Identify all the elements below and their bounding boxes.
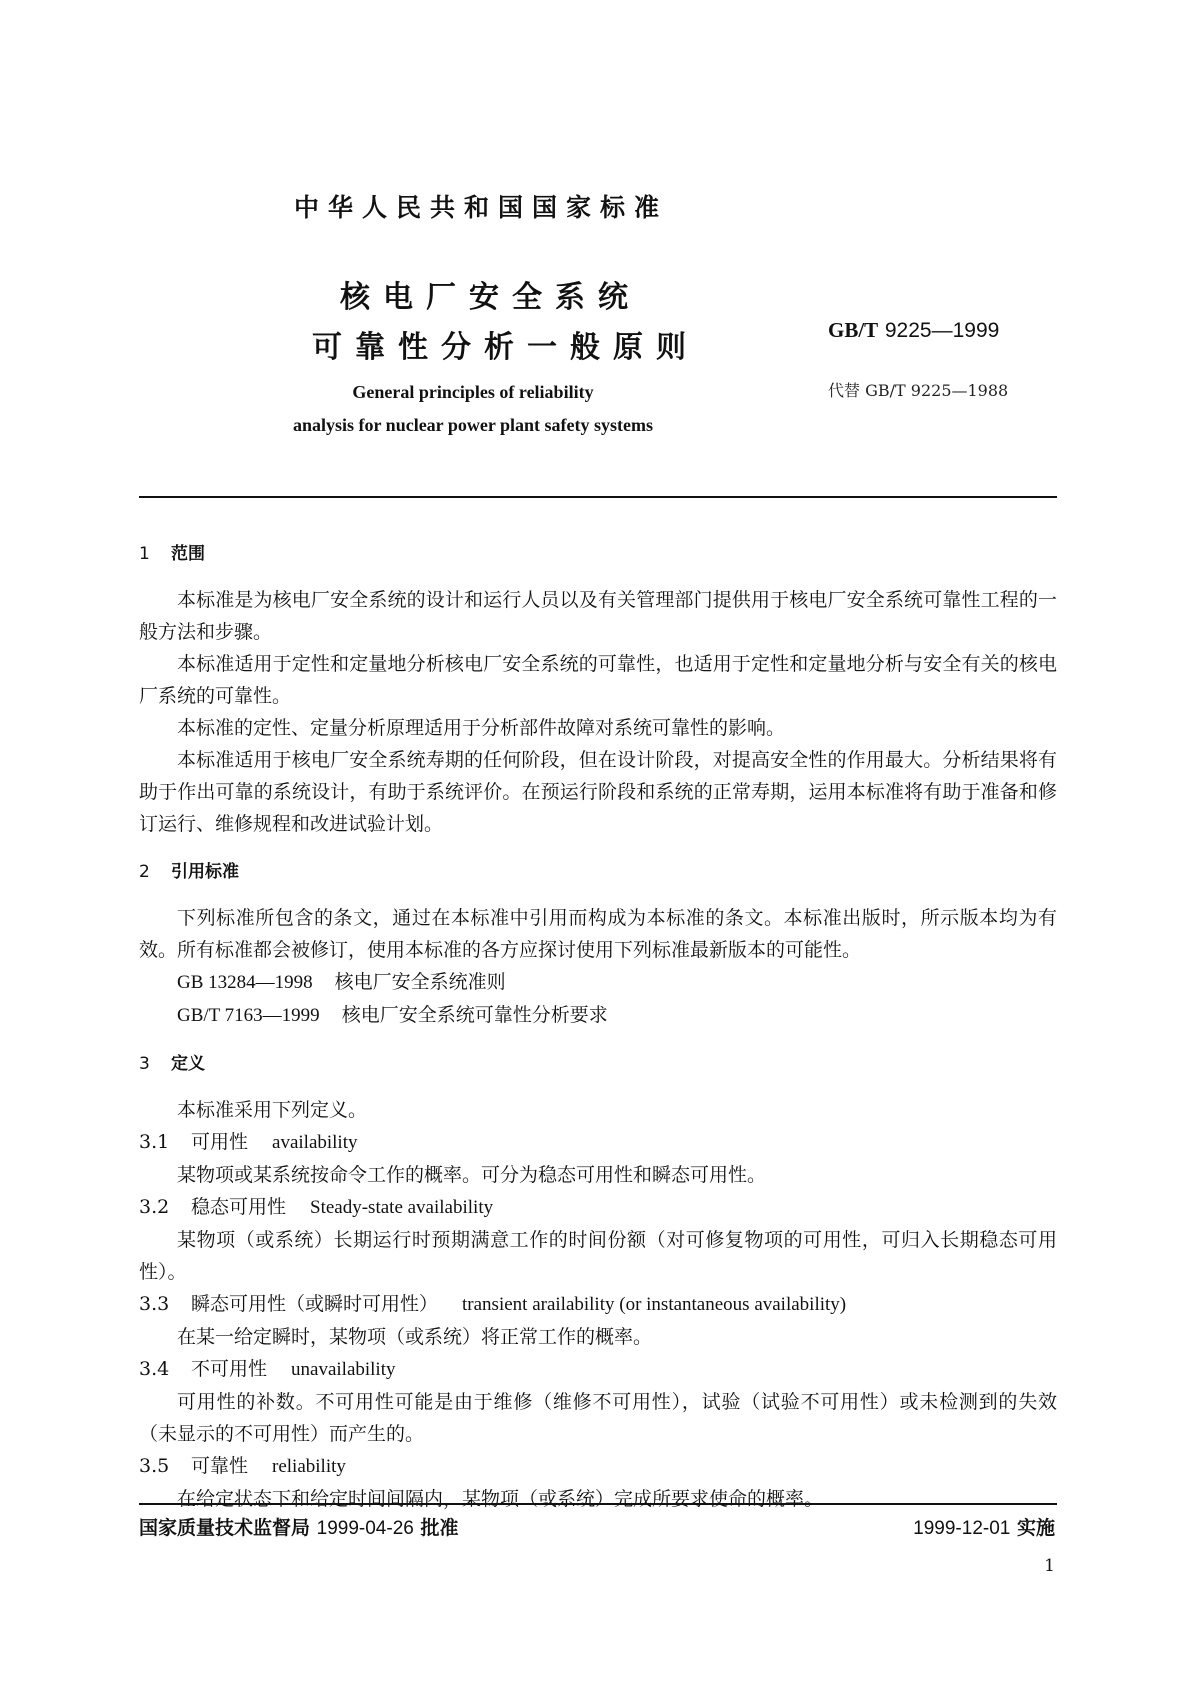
- document-body: [139, 538, 1057, 1515]
- section-heading-definitions: [139, 1048, 1057, 1080]
- term-chinese: 可靠性: [191, 1455, 249, 1477]
- term-chinese: 可用性: [191, 1131, 249, 1153]
- definitions-intro: 本标准采用下列定义。: [177, 1099, 368, 1121]
- term-number: 3.4: [139, 1358, 170, 1380]
- term-number: 3.5: [139, 1455, 170, 1477]
- term-heading: [139, 1288, 1057, 1321]
- english-title-line2: analysis for nuclear power plant safety systems: [293, 415, 653, 435]
- standard-title-line1: 核电厂安全系统: [340, 280, 641, 315]
- header-divider: [139, 496, 1057, 498]
- term-chinese: 瞬态可用性（或瞬时可用性）: [191, 1293, 439, 1315]
- term-chinese: 稳态可用性: [191, 1196, 287, 1218]
- effective-label: 实施: [1016, 1517, 1055, 1539]
- term-heading: [139, 1126, 1057, 1159]
- term-english: unavailability: [291, 1359, 396, 1380]
- reference-code: GB 13284—1998: [177, 972, 313, 993]
- term-definition: 在某一给定瞬时，某物项（或系统）将正常工作的概率。: [177, 1326, 653, 1348]
- footer-divider: [139, 1503, 1057, 1505]
- term-definition: 某物项或某系统按命令工作的概率。可分为稳态可用性和瞬态可用性。: [177, 1164, 767, 1186]
- section-number: 3: [139, 1054, 150, 1074]
- term-heading: [139, 1353, 1057, 1386]
- section-title: 引用标准: [171, 862, 239, 882]
- scope-paragraph: 本标准的定性、定量分析原理适用于分析部件故障对系统可靠性的影响。: [177, 717, 786, 739]
- term-english: Steady-state availability: [310, 1197, 494, 1218]
- references-paragraph: 下列标准所包含的条文，通过在本标准中引用而构成为本标准的条文。本标准出版时，所示版本均为有效。所有标准都会被修订，使用本标准的各方应探讨使用下列标准最新版本的可能性。: [139, 907, 1057, 961]
- effective-date: 1999-12-01: [913, 1518, 1011, 1539]
- section-heading-references: [139, 856, 1057, 888]
- national-standard-heading: 中华人民共和国国家标准: [294, 193, 669, 222]
- issuer: 国家质量技术监督局: [139, 1517, 311, 1539]
- term-english: availability: [272, 1132, 358, 1153]
- approval-info: [139, 1513, 458, 1540]
- section-title: 范围: [171, 544, 205, 564]
- reference-code: GB/T 7163—1999: [177, 1005, 320, 1026]
- section-number: 2: [139, 862, 150, 882]
- term-english: transient arailability (or instantaneous availability): [462, 1294, 847, 1315]
- reference-item: [139, 966, 1057, 999]
- replaces-note: 代替 GB/T 9225—1988: [828, 381, 1009, 400]
- section-heading-scope: [139, 538, 1057, 570]
- reference-title: 核电厂安全系统可靠性分析要求: [341, 1004, 608, 1026]
- term-definition: 可用性的补数。不可用性可能是由于维修（维修不可用性），试验（试验不可用性）或未检测到的失效（未显示的不可用性）而产生的。: [139, 1391, 1057, 1445]
- section-title: 定义: [171, 1054, 205, 1074]
- reference-item: [139, 999, 1057, 1032]
- term-definition: 在给定状态下和给定时间间隔内，某物项（或系统）完成所要求使命的概率。: [177, 1488, 824, 1510]
- approve-label: 批准: [420, 1517, 459, 1539]
- approve-date: 1999-04-26: [316, 1518, 414, 1539]
- standard-code-number: 9225—1999: [884, 319, 1000, 342]
- standard-code-prefix: GB/T: [828, 318, 879, 342]
- term-heading: [139, 1450, 1057, 1483]
- term-number: 3.2: [139, 1196, 170, 1218]
- reference-title: 核电厂安全系统准则: [334, 971, 506, 993]
- term-definition: 某物项（或系统）长期运行时预期满意工作的时间份额（对可修复物项的可用性，可归入长期稳态可用性）。: [139, 1229, 1057, 1283]
- standard-code: [828, 318, 999, 343]
- term-number: 3.1: [139, 1131, 170, 1153]
- term-chinese: 不可用性: [191, 1358, 268, 1380]
- scope-paragraph: 本标准是为核电厂安全系统的设计和运行人员以及有关管理部门提供用于核电厂安全系统可靠性工程的一般方法和步骤。: [139, 589, 1057, 643]
- effective-info: [913, 1513, 1055, 1540]
- english-title-line1: General principles of reliability: [352, 382, 594, 402]
- section-number: 1: [139, 544, 150, 564]
- term-number: 3.3: [139, 1293, 170, 1315]
- standard-title-line2: 可靠性分析一般原则: [312, 330, 699, 365]
- scope-paragraph: 本标准适用于核电厂安全系统寿期的任何阶段，但在设计阶段，对提高安全性的作用最大。分析结果将有助于作出可靠的系统设计，有助于系统评价。在预运行阶段和系统的正常寿期，运用本标准将有助于准备和修订运行、维修规程和改进试验计划。: [139, 749, 1057, 835]
- term-heading: [139, 1191, 1057, 1224]
- term-english: reliability: [272, 1456, 346, 1477]
- scope-paragraph: 本标准适用于定性和定量地分析核电厂安全系统的可靠性，也适用于定性和定量地分析与安全有关的核电厂系统的可靠性。: [139, 653, 1057, 707]
- page-number: 1: [1044, 1556, 1055, 1576]
